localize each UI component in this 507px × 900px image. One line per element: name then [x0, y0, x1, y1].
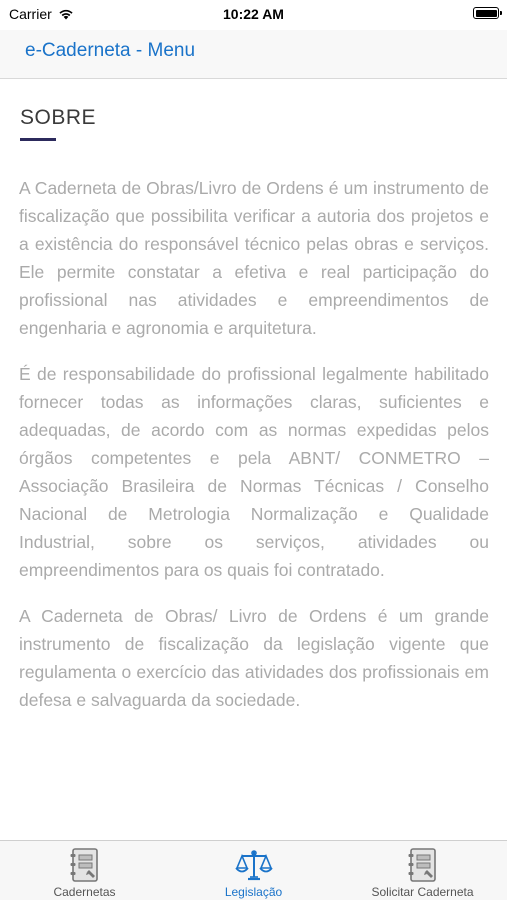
paragraph-3: A Caderneta de Obras/ Livro de Ordens é um grande instrumento de fiscalização da legislação vigente que regulamenta o exercício das atividades dos profissionais em defesa e salvaguarda da sociedade.: [19, 606, 489, 710]
nav-title: e-Caderneta - Menu: [25, 40, 196, 61]
title-underline: [20, 138, 56, 141]
tab-label-cadernetas: Cadernetas: [53, 885, 116, 899]
status-time: 10:22 AM: [223, 6, 284, 22]
tab-legislacao[interactable]: [169, 841, 338, 900]
tab-label-solicitar-caderneta: Solicitar Caderneta: [371, 885, 474, 899]
notebook-icon: [403, 846, 443, 884]
scales-icon: [234, 846, 274, 884]
carrier-label: Carrier: [9, 6, 52, 22]
tab-cadernetas[interactable]: [0, 841, 169, 900]
paragraph-2: É de responsabilidade do profissional legalmente habilitado fornecer todas as informações claras, suficientes e adequadas, de acordo com as normas expedidas pelos órgãos competentes e pela ABNT/ CONMETRO – Associação Brasileira de Normas Técnicas / Conselho Nacional de Metrologia Normalização e Qualidade Industrial, sobre os serviços, atividades ou empreendimentos para os quais foi contratado.: [19, 364, 489, 580]
tab-solicitar-caderneta[interactable]: [338, 841, 507, 900]
body-text: [19, 174, 489, 732]
navigation-bar: [0, 30, 507, 79]
tab-bar: [0, 840, 507, 900]
paragraph-1: A Caderneta de Obras/Livro de Ordens é um instrumento de fiscalização que possibilita verificar a autoria dos projetos e a existência do responsável técnico pelas obras e serviços. Ele permite constatar a efetiva e real participação do profissional nas atividades e empreendimentos de engenharia e agronomia e arquitetura.: [19, 178, 489, 338]
battery-icon: [473, 7, 499, 19]
content-scroll-area[interactable]: [0, 80, 507, 840]
status-bar: [0, 0, 507, 30]
section-title: SOBRE: [20, 106, 97, 129]
tab-label-legislacao: Legislação: [224, 885, 283, 899]
notebook-icon: [65, 846, 105, 884]
